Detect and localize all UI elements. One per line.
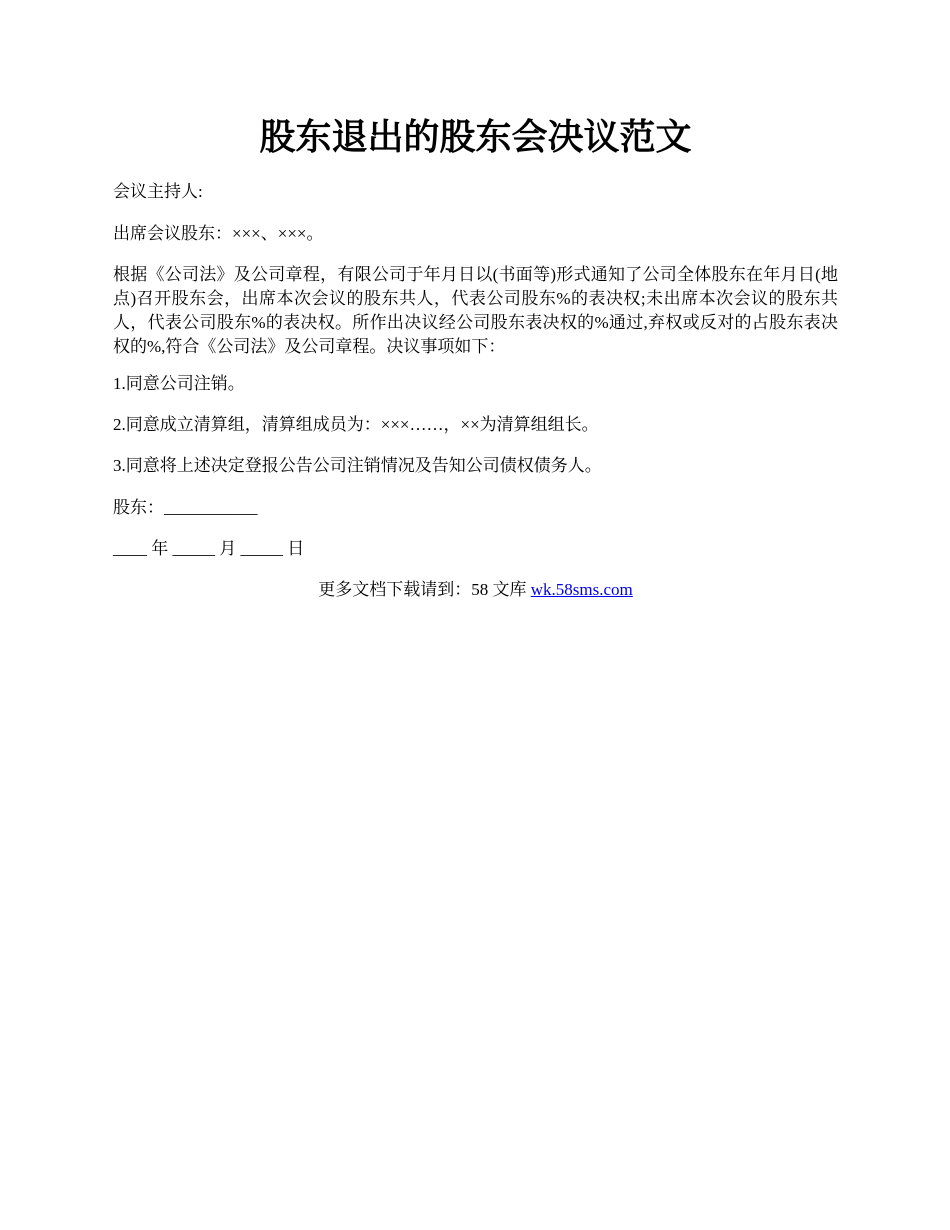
resolution-item-2: 2.同意成立清算组，清算组成员为：×××……，××为清算组组长。 [113,415,599,434]
resolution-item-1: 1.同意公司注销。 [113,374,245,393]
shareholder-signature-line: 股东：___________ [113,498,258,517]
resolution-item-3: 3.同意将上述决定登报公告公司注销情况及告知公司债权债务人。 [113,456,602,475]
attendees-line: 出席会议股东：×××、×××。 [113,224,324,243]
document-title: 股东退出的股东会决议范文 [259,117,692,157]
footer-text: 更多文档下载请到：58 文库 [318,580,531,599]
host-line: 会议主持人: [113,182,203,201]
date-line: ____ 年 _____ 月 _____ 日 [113,539,305,558]
body-paragraph: 根据《公司法》及公司章程，有限公司于年月日以(书面等)形式通知了公司全体股东在年月日(地点)召开股东会，出席本次会议的股东共人，代表公司股东%的表决权;未出席本次会议的股东共人，代表公司股东%的表决权。所作出决议经公司股东表决权的%通过,弃权或反对的占股东表决权的%,符合《公司法》及公司章程。决议事项如下： [113,265,838,356]
footer-link[interactable]: wk.58sms.com [530,580,633,599]
footer [113,578,838,602]
